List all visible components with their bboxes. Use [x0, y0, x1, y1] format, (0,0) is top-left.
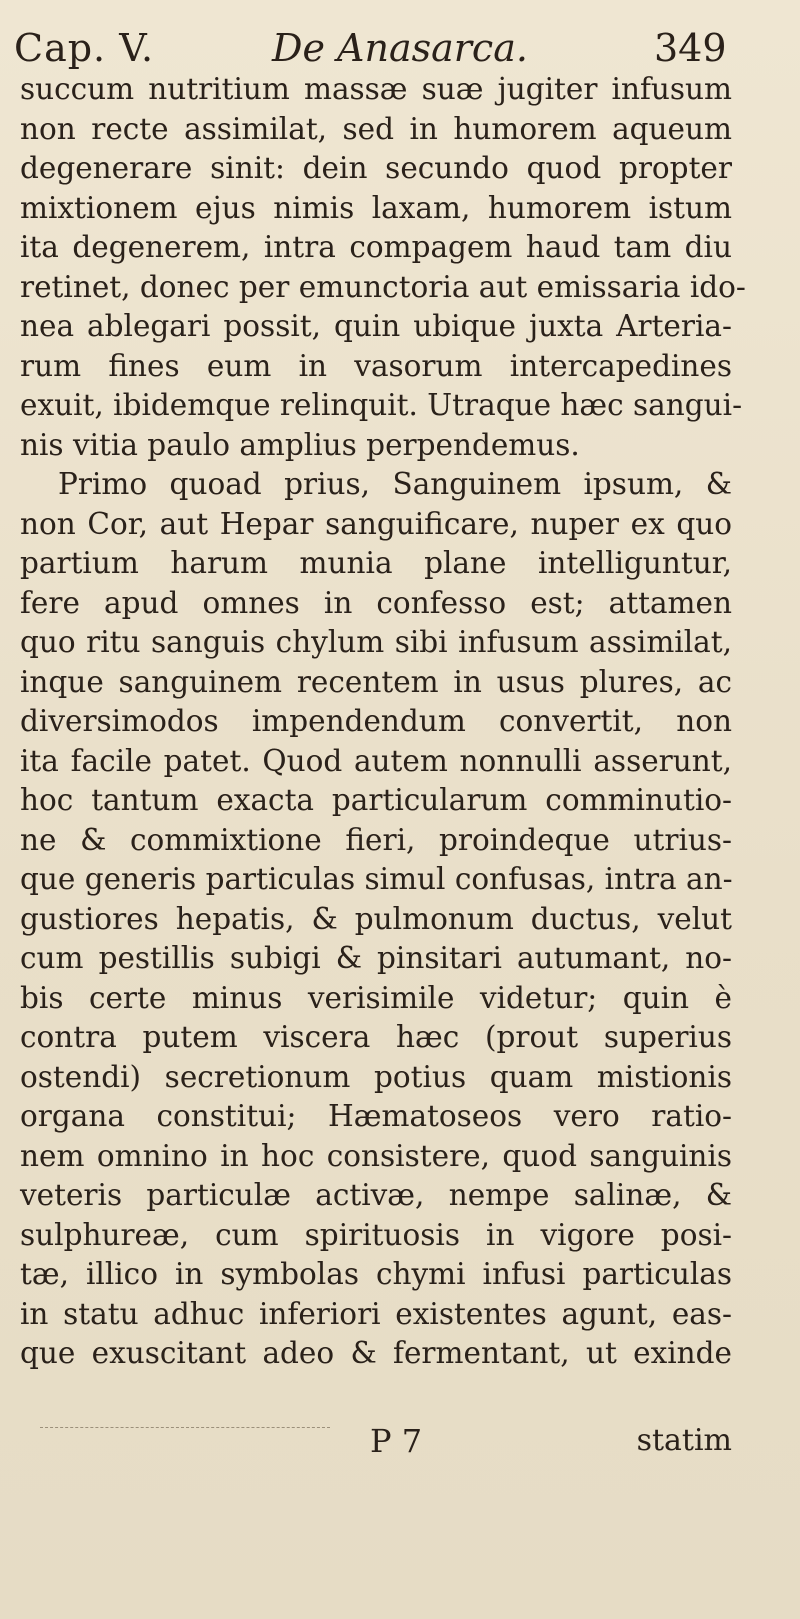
- text-line: diversimodos impendendum convertit, non: [20, 704, 732, 738]
- text-line: hoc tantum exacta particularum comminutio-: [20, 783, 732, 817]
- text-line: rum fines eum in vasorum intercapedines: [20, 348, 732, 383]
- text-line: succum nutritium massæ suæ jugiter infusum: [20, 72, 732, 106]
- running-title: De Anasarca.: [272, 26, 528, 70]
- text-line: que exuscitant adeo & fermentant, ut exinde: [20, 1336, 732, 1370]
- signature-mark: P 7: [370, 1422, 423, 1460]
- text-line: gustiores hepatis, & pulmonum ductus, velut: [20, 901, 732, 936]
- text-line: inque sanguinem recentem in usus plures, ac: [20, 664, 732, 699]
- text-line: fere apud omnes in confesso est; attamen: [20, 585, 732, 620]
- text-line: ne & commixtione fieri, proindeque utrius-: [20, 822, 732, 857]
- text-line: nem omnino in hoc consistere, quod sanguinis: [20, 1138, 732, 1173]
- text-line: ita degenerem, intra compagem haud tam diu: [20, 230, 732, 264]
- text-line: retinet, donec per emunctoria aut emissaria ido-: [20, 269, 746, 304]
- text-line: que generis particulas simul confusas, intra an-: [20, 862, 733, 896]
- footer-rule: [40, 1427, 330, 1428]
- text-line: sulphureæ, cum spirituosis in vigore posi-: [20, 1217, 732, 1252]
- text-line: degenerare sinit: dein secundo quod propter: [20, 151, 732, 185]
- text-line: veteris particulæ activæ, nempe salinæ, &: [20, 1178, 732, 1212]
- text-line: contra putem viscera hæc (prout superius: [20, 1020, 732, 1054]
- running-header: [14, 24, 734, 72]
- chapter-label: Cap. V.: [14, 26, 155, 70]
- text-line: in statu adhuc inferiori existentes agunt, eas-: [20, 1296, 732, 1331]
- text-line: nis vitia paulo amplius perpendemus.: [20, 427, 580, 462]
- text-line: non recte assimilat, sed in humorem aqueum: [20, 111, 732, 146]
- body-text: [20, 70, 746, 1374]
- text-line: organa constitui; Hæmatoseos vero ratio-: [20, 1099, 732, 1133]
- text-line: ostendi) secretionum potius quam mistionis: [20, 1059, 732, 1094]
- text-line: non Cor, aut Hepar sanguificare, nuper ex quo: [20, 506, 732, 541]
- text-line: bis certe minus verisimile videtur; quin è: [20, 980, 732, 1015]
- page-number: 349: [654, 26, 727, 70]
- text-line: exuit, ibidemque relinquit. Utraque hæc sangui-: [20, 388, 743, 422]
- text-line: ita facile patet. Quod autem nonnulli asserunt,: [20, 743, 732, 778]
- text-line: quo ritu sanguis chylum sibi infusum assimilat,: [20, 625, 732, 659]
- page-footer: [20, 1419, 732, 1463]
- catchword: statim: [636, 1423, 732, 1458]
- text-line: mixtionem ejus nimis laxam, humorem istum: [20, 190, 732, 225]
- text-line: tæ, illico in symbolas chymi infusi particulas: [20, 1257, 732, 1291]
- text-line: partium harum munia plane intelliguntur,: [20, 546, 732, 580]
- text-line: nea ablegari possit, quin ubique juxta Arteria-: [20, 309, 732, 343]
- text-line: cum pestillis subigi & pinsitari autumant, no-: [20, 941, 732, 975]
- paragraph-first-line: Primo quoad prius, Sanguinem ipsum, &: [58, 467, 732, 501]
